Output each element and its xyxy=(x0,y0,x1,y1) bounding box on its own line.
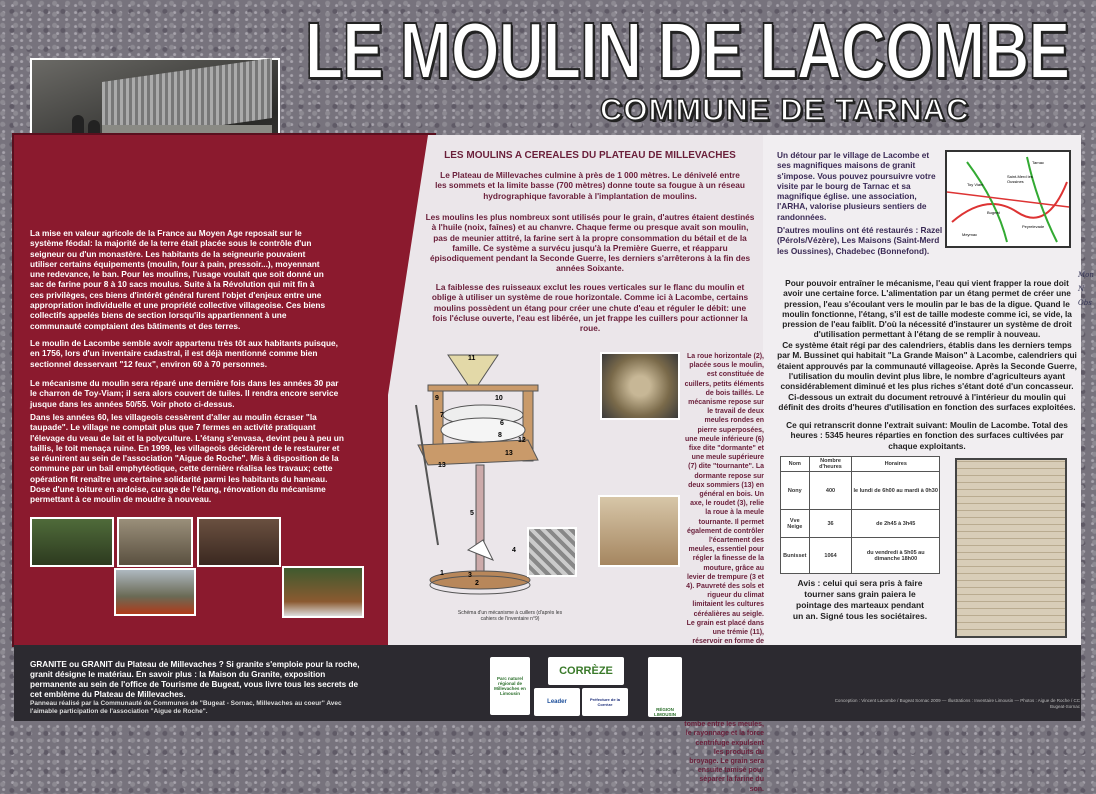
restoration-photo-3 xyxy=(197,517,281,567)
table-row xyxy=(781,510,940,538)
diagram-number: 9 xyxy=(435,395,439,402)
diagram-number: 8 xyxy=(498,432,502,439)
right-paragraph-3: Pour pouvoir entraîner le mécanisme, l'eau qui vient frapper la roue doit avoir une certaine force. L'alimentation par un étang permet de créer une pression, l'eau s'écoulant vers le moulin par le bas de la digue. Quand le moulin fonctionne, l'étang, s'il est de taille modeste comme ici, se vide, la pression de l'eau faiblit. D'où la nécessité d'instaurer un système de droit d'utilisation permettant à l'étang de se remplir à nouveau. xyxy=(782,278,1072,340)
table-cell: le lundi de 6h00 au mardi à 0h30 xyxy=(852,472,940,510)
table-cell: 400 xyxy=(809,472,852,510)
diagram-number: 13 xyxy=(505,450,513,457)
diagram-caption: Schéma d'un mécanisme à cuillers (d'après les cahiers de l'inventaire n°9) xyxy=(457,610,563,622)
correze-logo: CORRÈZE xyxy=(548,657,624,685)
footer-granite-text: GRANITE ou GRANIT du Plateau de Millevaches ? Si granite s'emploie pour la roche, granit désigne le matériau. En savoir plus : la Maison du Granite, exposition permanente au sein de l'office de Tourisme de Bugeat, vous livre tous les secrets de cet emblème du Plateau de Millevaches. xyxy=(30,660,360,699)
restoration-photo-5 xyxy=(282,566,364,618)
diagram-number: 3 xyxy=(468,572,472,579)
diagram-number: 4 xyxy=(512,547,516,554)
right-paragraph-5: Ci-dessous un extrait du document retrouvé à l'intérieur du moulin qui définit des droits d'heures d'utilisation en fonction des surfaces exploitées. xyxy=(778,392,1076,413)
footer-small-print: Conception : Vincent Lacombe / Bugeat Sornac 2009 — Illustrations : Inventaire Limousin — Photos : Aigue de Roche / CC Bugeat-Sornac xyxy=(834,698,1080,709)
table-cell: Vve Neige xyxy=(781,510,810,538)
area-map xyxy=(945,150,1071,248)
diagram-number: 2 xyxy=(475,580,479,587)
right-paragraph-1: Un détour par le village de Lacombe et ses magnifiques maisons de granit s'impose. Vous pouvez poursuivre votre visite par le bourg de Tarnac et sa magnifique église. une association, l'ARHA, valorise plusieurs sentiers de randonnées. xyxy=(777,150,936,222)
diagram-number: 11 xyxy=(468,355,476,362)
left-paragraph-4: Dans les années 60, les villageois cessèrent d'aller au moulin écraser "la taupade". Le village ne comptait plus que 7 fermes en activité pratiquant l'élevage du veau de lait et la polyculture. L'étang s'envasa, devint peu à peu un taillis, le toit menaça ruine. En 1999, les villageois décidèrent de le restaurer et se réunirent au sein de l'association "Aigue de Roche". Mis à disposition de la commune par un bail emphytéotique, cette dernière réalisa les travaux; cette opération fit renaître une certaine solidarité parmi les habitants du hameau. Dose d'une toiture en ardoise, curage de l'étang, rénovation du mécanisme permettant à ce moulin de moudre à nouveau. xyxy=(30,412,344,505)
map-label: Meymac xyxy=(962,232,978,237)
right-paragraph-4: Ce système était régi par des calendriers, établis dans les derniers temps par M. Bussinet qui habitait "La Grande Maison" à Lacombe, calendriers qui étaient approuvés par la communauté villageoise. Après la Seconde Guerre, l'utilisation du moulin devint plus libre, le nombre d'agriculteurs ayant considérablement diminué et les plus riches s'étant doté d'un concasseur. xyxy=(777,340,1077,392)
right-paragraph-6: Ce qui retranscrit donne l'extrait suivant: Moulin de Lacombe. Total des heures : 5345 heures réparties en fonction des surfaces cultivées par chaque exploitants. xyxy=(786,420,1068,451)
diagram-number: 1 xyxy=(440,570,444,577)
table-cell: 1064 xyxy=(809,538,852,574)
map-label: Bugeat xyxy=(987,210,1000,215)
table-header: Nom xyxy=(781,457,810,472)
table-row xyxy=(781,538,940,574)
map-label: Toy Viam xyxy=(967,182,984,187)
left-paragraph-2: Le moulin de Lacombe semble avoir appartenu très tôt aux habitants puisque, en 1756, lors d'un inventaire cadastral, il est déjà mentionné comme bien sectionnel desservant "12 feux", environ 60 à 70 personnes. xyxy=(30,338,338,369)
right-paragraph-7: Avis : celui qui sera pris à faire tourner sans grain paiera le pointage des marteaux pendant un an. Signé tous les sociétaires. xyxy=(792,578,928,621)
center-paragraph-2: Les moulins les plus nombreux sont utilisés pour le grain, d'autres étaient destinés à l'huile (noix, faînes) et au chanvre. Chaque ferme ou presque avait son moulin, pas de meunier attitré, la farine sert à la propre consommation du bétail et de la famille. Ce système a survécu jusqu'à la Première Guerre, et réapparu épisodiquement pendant la Seconde Guerre, les derniers s'arrêterons à la fin des années Soixante. xyxy=(425,212,755,274)
center-paragraph-3: La faiblesse des ruisseaux exclut les roues verticales sur le flanc du moulin et oblige à utiliser un système de roue horizontale. Comme ici à Lacombe, certains moulins possèdent un étang pour créer une chute d'eau et réguler le débit: une fois l'écluse ouverte, l'eau est libérée, un jet frappe les cuillers pour actionner la roue. xyxy=(431,282,749,334)
table-header: Nombre d'heures xyxy=(809,457,852,472)
map-label: Saint-Merd les Oussines xyxy=(1007,174,1033,184)
restoration-photo-2 xyxy=(117,517,193,567)
footer-credits-text: Panneau réalisé par la Communauté de Communes de "Bugeat - Sornac, Millevaches au coeur" Avec l'aimable participation de l'association "Aigue de Roche". xyxy=(30,700,342,715)
spoons-photo xyxy=(527,527,577,577)
right-paragraph-2: D'autres moulins ont été restaurés : Razel (Pérols/Vézère), Les Maisons (Saint-Merd les Oussines), Chadebec (Bonnefond). xyxy=(777,225,943,256)
left-paragraph-3: Le mécanisme du moulin sera réparé une dernière fois dans les années 30 par le charron de Toy-Viam; il sera alors couvert de tuiles. Il rendra encore service jusque dans les années 50/55. Voir photo ci-dessus. xyxy=(30,378,339,409)
table-cell: du vendredi à 5h05 au dimanche 18h00 xyxy=(852,538,940,574)
center-paragraph-4: La roue horizontale (2), placée sous le moulin, est constituée de cuillers, petits éléments de bois taillés. Le mécanisme repose sur le travail de deux meules rondes en pierre superposées, une meule inférieure (6) fixe dite "dormante" et une meule supérieure (7) dite "tournante". La dormante repose sur deux sommiers (13) en général en bois. Un axe, le roudet (3), relie la roue à la meule tournante. Il permet également de contrôler l'écartement des meules, essentiel pour régler la finesse de la mouture, grâce au levier de trempure (3 et 4). Pauvreté des sols et rigueur du climat limitaient les cultures céréalières au seigle. Le grain est placé dans une trémie (11), réservoir en forme de tombe entre les meules, le rayonnage et la force centrifuge expulsent les produits du broyage. Le grain sera ensuite tamisé pour séparer la farine du son. xyxy=(684,353,764,793)
left-paragraph-1: La mise en valeur agricole de la France au Moyen Age reposait sur le système féodal: la majorité de la terre était placée sous le contrôle d'un seigneur ou d'un monastère. Les habitants de la seigneurie pouvaient utiliser certains équipements (moulin, four à pain, pressoir...), moyennant une redevance, le ban. Pour les moulins, l'usage voulait que soit donné un sac de farine pour 8 à 10 sacs moulus. Suite à la Révolution qui mit fin à ces privilèges, ces biens d'intérêt général furent l'objet d'enjeux entre une appropriation individuelle et une propriété collective villageoise. Ces biens collectifs appelés biens de section lorsqu'ils appartiennent à une communauté comptaient des bâtiments et des terres. xyxy=(30,228,326,331)
region-limousin-logo: RÉGION LIMOUSIN xyxy=(648,657,682,717)
diagram-number: 6 xyxy=(500,420,504,427)
table-row xyxy=(781,472,940,510)
restoration-photo-4 xyxy=(114,568,196,616)
table-cell: Bunisset xyxy=(781,538,810,574)
table-cell: 36 xyxy=(809,510,852,538)
table-header: Horaires xyxy=(852,457,940,472)
hours-table xyxy=(780,456,940,574)
prefecture-logo: Préfecture de la Corrèze xyxy=(582,688,628,716)
page-subtitle: COMMUNE DE TARNAC xyxy=(600,92,970,127)
historic-document-photo xyxy=(955,458,1067,638)
diagram-number: 5 xyxy=(470,510,474,517)
page-title: LE MOULIN DE LACOMBE xyxy=(305,6,1070,95)
diagram-number: 7 xyxy=(440,412,444,419)
diagram-number: 13 xyxy=(438,462,446,469)
center-paragraph-1: Le Plateau de Millevaches culmine à près de 1 000 mètres. Le dénivelé entre les sommets et la limite basse (700 mètres) donne toute sa fougue à un réseau hydrographique favorable à l'implantation de moulins. xyxy=(435,170,745,201)
center-heading: LES MOULINS A CEREALES DU PLATEAU DE MILLEVACHES xyxy=(444,150,736,161)
map-label: Tarnac xyxy=(1032,160,1045,165)
table-cell: de 2h45 à 3h45 xyxy=(852,510,940,538)
diagram-number: 12 xyxy=(518,437,526,444)
parc-logo: Parc naturel régional de Millevaches en Limousin xyxy=(490,657,530,715)
map-label: Peyrelevade xyxy=(1022,224,1045,229)
diagram-number: 10 xyxy=(495,395,503,402)
handwritten-annotation: Mon N Obs xyxy=(1078,271,1094,307)
leader-logo: Leader xyxy=(534,688,580,716)
table-cell: Nony xyxy=(781,472,810,510)
restoration-photo-1 xyxy=(30,517,114,567)
